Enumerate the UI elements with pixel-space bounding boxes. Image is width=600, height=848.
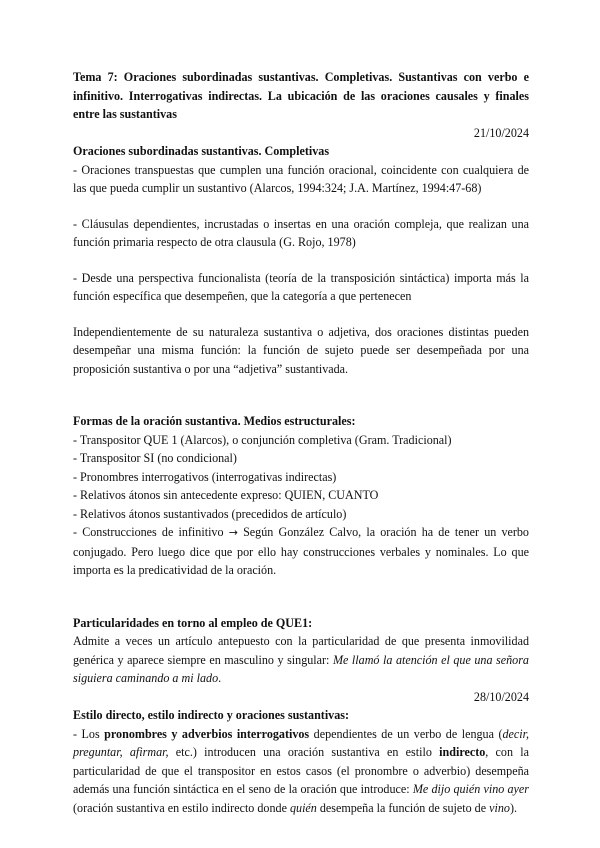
section-heading-formas: Formas de la oración sustantiva. Medios estructurales: xyxy=(73,414,356,428)
body-paragraph xyxy=(73,632,529,688)
body-paragraph: Independientemente de su naturaleza sustantiva o adjetiva, dos oraciones distintas pueden desempeñar una misma función: la función de sujeto puede ser desempeñada por una proposición sustantiva o por una “adjetiva” sustantivada. xyxy=(73,324,529,376)
list-item: - Relativos átonos sustantivados (precedidos de artículo) xyxy=(73,506,347,521)
bold-term: indirecto xyxy=(439,745,486,759)
list-item xyxy=(73,523,529,580)
paragraph-text: etc.) introducen una oración sustantiva en estilo xyxy=(168,745,440,759)
list-item: - Transpositor SI (no condicional) xyxy=(73,451,237,465)
italic-term: quién xyxy=(289,800,317,815)
italic-term: vino xyxy=(489,800,510,815)
paragraph-text: . xyxy=(218,671,222,685)
list-item-text: - Construcciones de infinitivo xyxy=(73,525,229,539)
bold-term: pronombres y adverbios interrogativos xyxy=(104,726,310,741)
list-item: - Relativos átonos sin antecedente expreso: QUIEN, CUANTO xyxy=(73,488,379,502)
paragraph-text: Admite a veces un artículo antepuesto con la particularidad de que presenta inmovilidad genérica y aparece siempre en masculino y singular: xyxy=(73,634,529,667)
paragraph-text: , con la particularidad de que el transpositor en estos casos (el pronombre o adverbio) desempeña además una función sintáctica en el seno de la oración que introduce: xyxy=(73,745,530,796)
right-arrow-icon: → xyxy=(228,526,238,539)
definition-item: - Oraciones transpuestas que cumplen una función oracional, coincidente con cualquiera de las que pueda cumplir un sustantivo (Alarcos, 1994:324; J.A. Martínez, 1994:47-68) xyxy=(73,162,529,195)
definition-item: - Desde una perspectiva funcionalista (teoría de la transposición sintáctica) importa más la función específica que desempeñen, que la categoría a que pertenecen xyxy=(73,270,529,303)
list-item: - Transpositor QUE 1 (Alarcos), o conjunción completiva (Gram. Tradicional) xyxy=(73,432,452,447)
document-title: Tema 7: Oraciones subordinadas sustantivas. Completivas. Sustantivas con verbo e infinitivo. Interrogativas indirectas. La ubicación de las oraciones causales y finales entre las sustantivas xyxy=(73,70,529,121)
section-heading-completivas: Oraciones subordinadas sustantivas. Completivas xyxy=(73,144,330,158)
example-sentence: Me dijo quién vino ayer xyxy=(412,782,530,796)
section-heading-particularidades: Particularidades en torno al empleo de QUE1: xyxy=(73,615,313,630)
italic-examples: decir, preguntar, afirmar, xyxy=(73,726,530,759)
paragraph-text: dependientes de un verbo de lengua ( xyxy=(309,726,503,741)
paragraph-text: (oración sustantiva en estilo indirecto donde xyxy=(73,800,290,815)
paragraph-text: - Los xyxy=(73,726,105,741)
definition-item: - Cláusulas dependientes, incrustadas o insertas en una oración compleja, que realizan una función primaria respecto de otra clausula (G. Rojo, 1978) xyxy=(73,216,529,249)
section-heading-estilo: Estilo directo, estilo indirecto y oraciones sustantivas: xyxy=(73,708,350,722)
body-paragraph xyxy=(73,725,529,818)
list-item-text: Según González Calvo, la oración ha de tener un verbo conjugado. Pero luego dice que por ello hay construcciones verbales y nominales. Lo que importa es la predicatividad de la oración. xyxy=(73,525,529,577)
list-item: - Pronombres interrogativos (interrogativas indirectas) xyxy=(73,469,337,484)
example-sentence: Me llamó la atención el que una señora siguiera caminando a mi lado xyxy=(73,652,529,685)
paragraph-text: ). xyxy=(509,800,518,815)
paragraph-text: desempeña la función de sujeto de xyxy=(316,800,490,815)
date-label: 28/10/2024 xyxy=(473,689,529,704)
date-label: 21/10/2024 xyxy=(473,125,529,140)
